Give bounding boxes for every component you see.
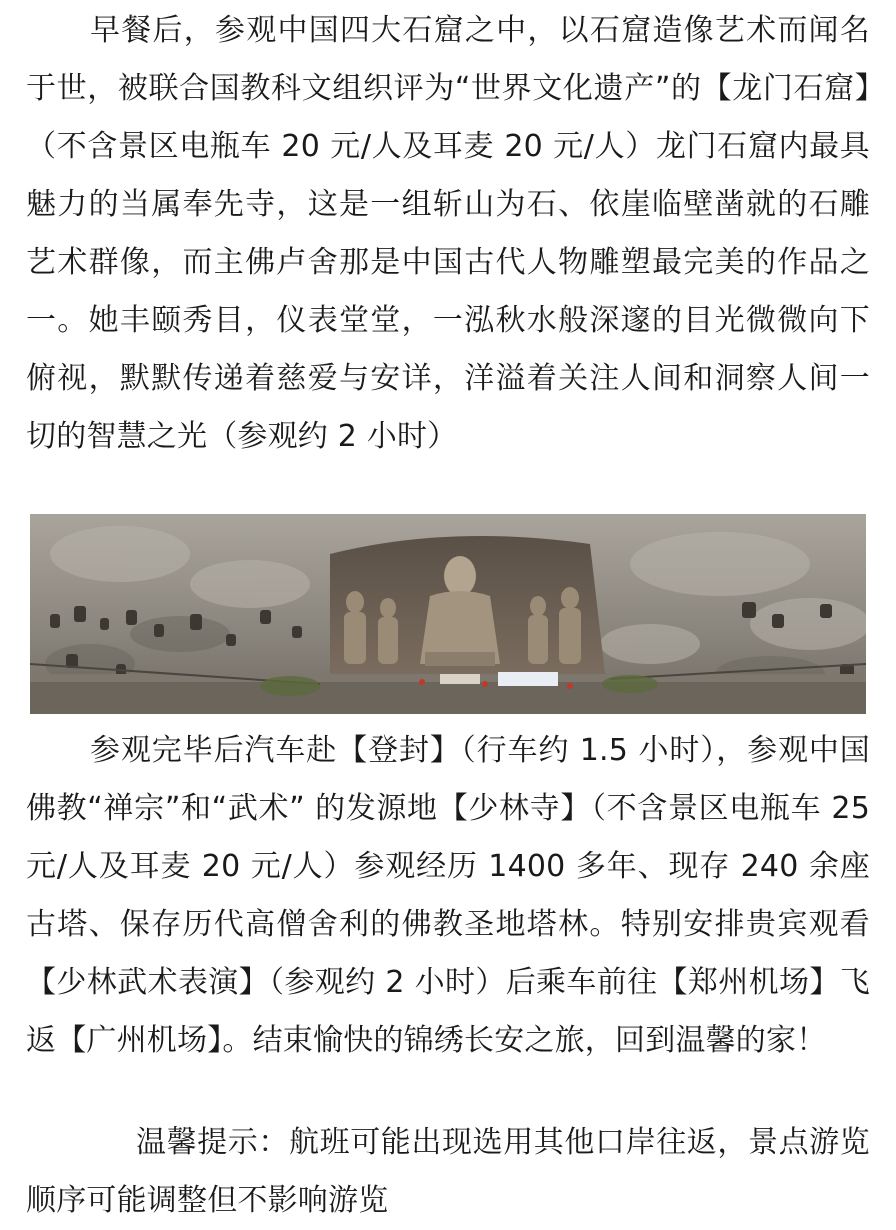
longmen-grottoes-photo — [30, 514, 866, 714]
grotto-illustration — [30, 514, 866, 714]
shaolin-paragraph: 参观完毕后汽车赴【登封】（行车约 1.5 小时），参观中国佛教“禅宗”和“武术” 的发源地【少林寺】（不含景区电瓶车 25 元/人及耳麦 20 元/人）参观经历 1400 多年、现存 240 余座古塔、保存历代高僧舍利的佛教圣地塔林。特别安排贵宾观看【少林武术表演】（参观约 2 小时）后乘车前往【郑州机场】飞返【广州机场】。结束愉快的锦绣长安之旅，回到温馨的家！ — [26, 733, 870, 1058]
warm-tip-paragraph: 温馨提示：航班可能出现选用其他口岸往返，景点游览顺序可能调整但不影响游览 — [26, 1125, 870, 1218]
longmen-paragraph: 早餐后，参观中国四大石窟之中，以石窟造像艺术而闻名于世，被联合国教科文组织评为“世界文化遗产”的【龙门石窟】（不含景区电瓶车 20 元/人及耳麦 20 元/人）龙门石窟内最具魅力的当属奉先寺，这是一组斩山为石、依崖临壁凿就的石雕艺术群像，而主佛卢舍那是中国古代人物雕塑最完美的作品之一。她丰颐秀目，仪表堂堂，一泓秋水般深邃的目光微微向下俯视，默默传递着慈爱与安详，洋溢着关注人间和洞察人间一切的智慧之光（参观约 2 小时） — [26, 13, 870, 454]
